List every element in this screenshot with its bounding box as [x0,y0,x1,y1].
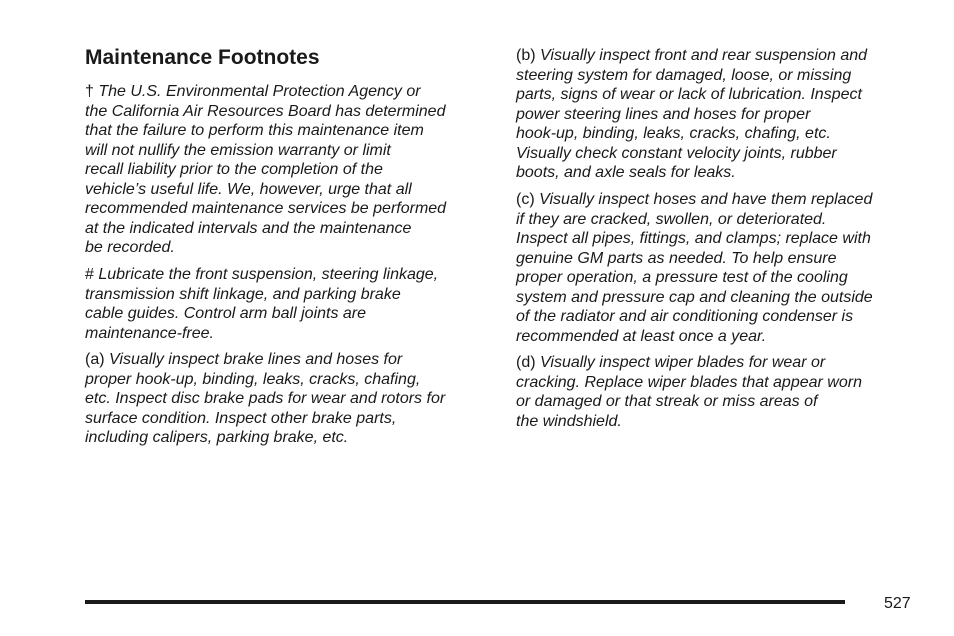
footnote-c [516,190,873,346]
page-title: Maintenance Footnotes [85,46,320,69]
footnote-line: vehicle’s useful life. We, however, urge that all [85,180,412,198]
footnote-hash [85,265,438,343]
footnote-line: transmission shift linkage, and parking brake [85,285,401,303]
footnote-line: the windshield. [516,412,622,430]
footnote-line: system and pressure cap and cleaning the outside [516,288,873,306]
footnote-marker: (d) [516,354,536,371]
footnote-line: proper hook-up, binding, leaks, cracks, chafing, [85,370,421,388]
footnote-line: (c) Visually inspect hoses and have them replaced [516,191,873,208]
footnote-a [85,350,445,448]
footnote-line: hook-up, binding, leaks, cracks, chafing, etc. [516,125,831,142]
footnote-line: recommended at least once a year. [516,327,767,345]
footnote-b [516,46,867,183]
footnote-marker: (b) [516,47,536,64]
footnote-line: power steering lines and hoses for proper [516,105,811,123]
footnote-line: recall liability prior to the completion of the [85,161,383,178]
footnote-line: that the failure to perform this maintenance item [85,122,424,139]
footnote-line: of the radiator and air conditioning condenser is [516,308,854,325]
footnote-line: maintenance-free. [85,324,214,342]
footnote-line: # Lubricate the front suspension, steering linkage, [85,266,439,283]
footnote-line: parts, signs of wear or lack of lubrication. Inspect [516,86,862,103]
footnote-line: be recorded. [85,239,175,256]
footnote-line: will not nullify the emission warranty or limit [85,141,391,159]
footnote-line: at the indicated intervals and the maintenance [85,219,412,237]
footnote-marker: # [85,266,94,283]
footnote-line: surface condition. Inspect other brake parts, [85,409,397,427]
footnote-d [516,353,862,431]
footnote-marker: (a) [85,351,105,368]
footnote-dagger [85,82,446,258]
footnote-line: Visually check constant velocity joints, rubber [516,144,837,162]
footnote-line: Inspect all pipes, fittings, and clamps; replace with [516,230,871,247]
footnote-line: or damaged or that streak or miss areas of [516,393,818,410]
footer-rule [85,600,845,604]
footnote-line: (a) Visually inspect brake lines and hoses for [85,351,403,368]
footnote-line: steering system for damaged, loose, or missing [516,66,852,84]
footnote-line: cracking. Replace wiper blades that appear worn [516,373,862,391]
page-number: 527 [884,595,911,612]
footnote-marker: (c) [516,191,535,208]
footnote-line: proper operation, a pressure test of the cooling [516,269,848,286]
footnote-line: cable guides. Control arm ball joints are [85,305,367,322]
footnote-marker: † [85,83,94,100]
footnote-line: † The U.S. Environmental Protection Agency or [85,83,421,100]
footnote-line: etc. Inspect disc brake pads for wear and rotors for [85,390,446,407]
footnote-line: (d) Visually inspect wiper blades for wear or [516,354,826,371]
footnote-line: (b) Visually inspect front and rear suspension and [516,47,868,64]
footnote-line: boots, and axle seals for leaks. [516,164,736,181]
footnote-line: if they are cracked, swollen, or deteriorated. [516,210,827,228]
footnote-line: including calipers, parking brake, etc. [85,429,349,446]
footnote-line: the California Air Resources Board has determined [85,102,446,120]
footnote-line: genuine GM parts as needed. To help ensure [516,249,837,267]
footnote-line: recommended maintenance services be performed [85,200,447,217]
